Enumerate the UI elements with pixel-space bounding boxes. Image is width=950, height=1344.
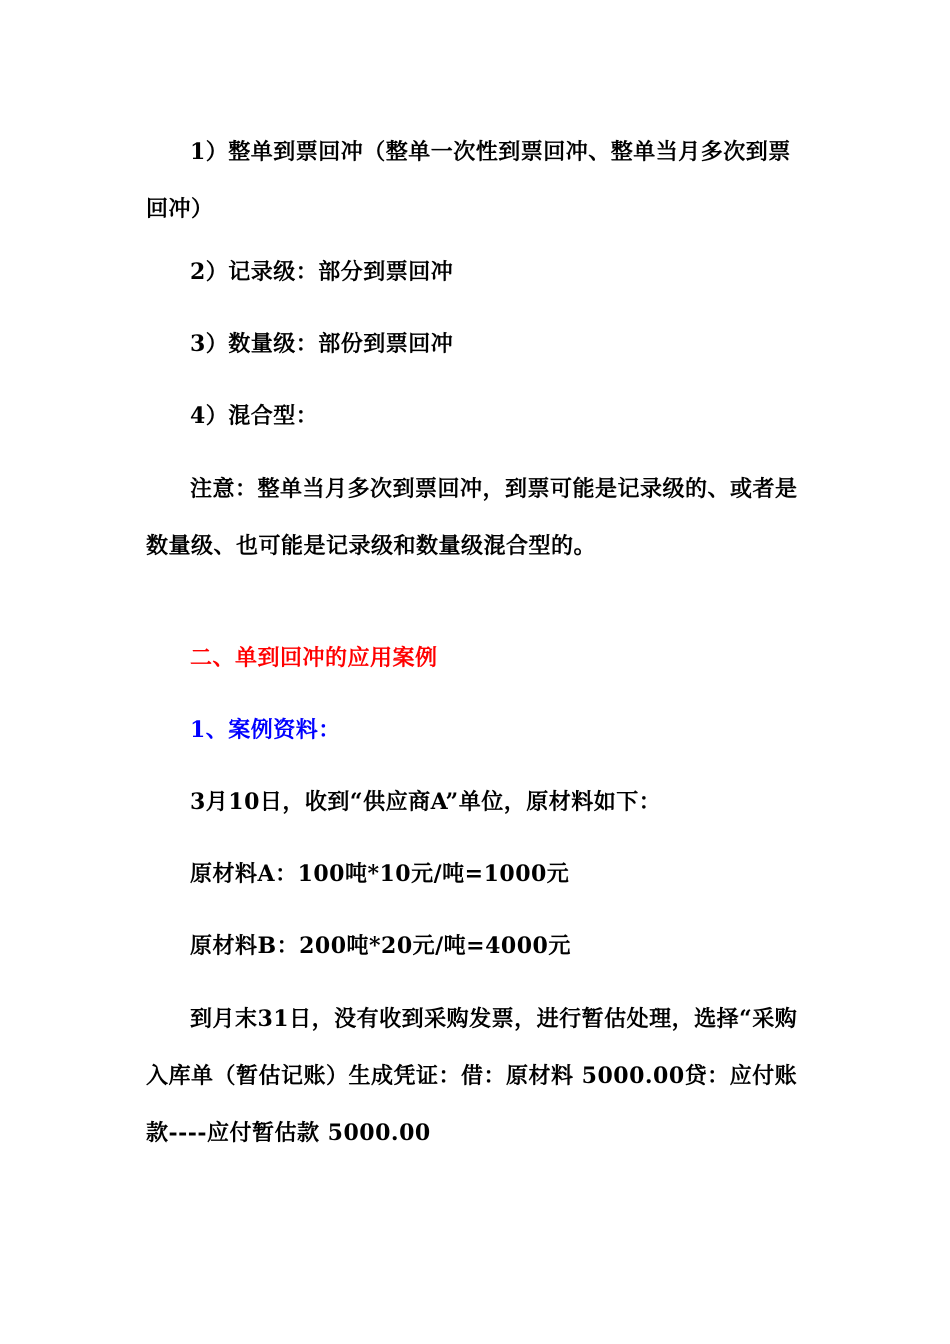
- subsection-heading: 1、案例资料：: [190, 717, 341, 743]
- month-end-paragraph: 到月末31日，没有收到采购发票，进行暂估处理，选择“采购入库单（暂估记账）生成凭证：借：原材料 5000.00贷：应付账款----应付暂估款 5000.00: [146, 1006, 798, 1146]
- list-item-whole-order-reversal: 1）整单到票回冲（整单一次性到票回冲、整单当月多次到票回冲）: [146, 139, 791, 222]
- section-heading: 二、单到回冲的应用案例: [190, 645, 438, 671]
- list-item-mixed-type: 4）混合型：: [190, 403, 319, 429]
- material-a-line: 原材料A：100吨*10元/吨=1000元: [190, 861, 570, 887]
- list-item-record-level: 2）记录级：部分到票回冲: [190, 259, 454, 285]
- case-intro-paragraph: 3月10日，收到“供应商A”单位，原材料如下：: [190, 789, 662, 815]
- note-paragraph: 注意：整单当月多次到票回冲，到票可能是记录级的、或者是数量级、也可能是记录级和数量级混合型的。: [146, 476, 798, 559]
- material-b-line: 原材料B：200吨*20元/吨=4000元: [190, 933, 571, 959]
- list-item-quantity-level: 3）数量级：部份到票回冲: [190, 331, 454, 357]
